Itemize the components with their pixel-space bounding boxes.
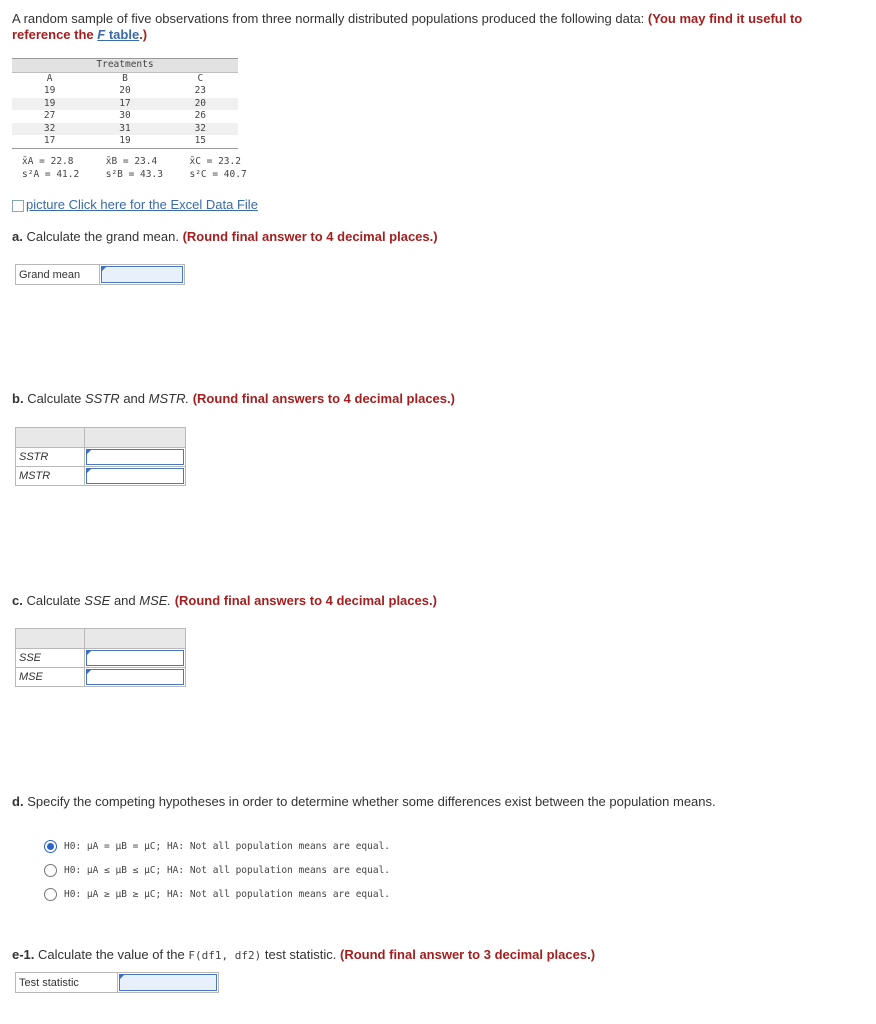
sstr-mstr-grid (15, 427, 186, 486)
hypothesis-option-3[interactable] (44, 884, 390, 904)
question-b: b. Calculate SSTR and MSTR. (Round final answers to 4 decimal places.) (12, 391, 455, 406)
mstr-label: MSTR (16, 467, 85, 486)
sse-label: SSE (16, 649, 85, 668)
mean-a: x̄A = 22.8 (22, 156, 74, 167)
sstr-input[interactable] (85, 448, 186, 467)
table-cell: 30 (119, 110, 131, 121)
table-cell: 26 (194, 110, 207, 121)
option-label: H0: μA ≥ μB ≥ μC; HA: Not all population means are equal. (64, 888, 391, 900)
table-cell: 17 (12, 135, 87, 148)
intro-text (12, 11, 842, 43)
grid-header-blank (85, 428, 186, 448)
table-cell: 32 (12, 123, 87, 136)
radio-icon[interactable] (44, 888, 57, 901)
test-statistic-grid (15, 972, 219, 993)
sse-mse-grid (15, 628, 186, 687)
radio-icon[interactable] (44, 864, 57, 877)
test-statistic-label: Test statistic (16, 973, 118, 993)
question-c: c. Calculate SSE and MSE. (Round final answers to 4 decimal places.) (12, 593, 437, 608)
column-header-c: C (163, 72, 238, 85)
option-label: H0: μA ≤ μB ≤ μC; HA: Not all population means are equal. (64, 864, 391, 876)
table-cell: 23 (194, 85, 207, 96)
broken-image-icon (12, 200, 24, 212)
sstr-label: SSTR (16, 448, 85, 467)
grand-mean-label: Grand mean (16, 265, 100, 285)
question-a: a. Calculate the grand mean. (Round final answer to 4 decimal places.) (12, 229, 438, 244)
variance-a: s²A = 41.2 (22, 169, 80, 180)
hypothesis-option-1[interactable] (44, 836, 390, 856)
mean-b: x̄B = 23.4 (105, 156, 158, 167)
excel-link-text: picture Click here for the Excel Data File (26, 197, 258, 212)
table-row (12, 85, 238, 98)
option-label: H0: μA = μB = μC; HA: Not all population means are equal. (64, 840, 391, 852)
question-d: d. Specify the competing hypotheses in order to determine whether some differences exist between the population means. (12, 794, 716, 809)
table-row (12, 110, 238, 123)
excel-data-link[interactable] (12, 197, 258, 212)
table-row (12, 135, 238, 148)
table-cell: 15 (163, 135, 238, 148)
test-statistic-input[interactable] (118, 973, 219, 993)
grand-mean-input[interactable] (100, 265, 185, 285)
treatments-header: Treatments (12, 59, 238, 73)
data-table (12, 58, 238, 149)
grand-mean-grid (15, 264, 185, 285)
variance-c: s²C = 40.7 (189, 169, 247, 180)
table-cell: 17 (87, 98, 162, 111)
variance-b: s²B = 43.3 (105, 169, 163, 180)
grid-header-blank (16, 629, 85, 649)
grid-header-blank (16, 428, 85, 448)
intro-note: (You may find it useful to reference the F table.) (12, 11, 803, 42)
table-row (12, 98, 238, 111)
f-table-link[interactable]: F table (97, 27, 140, 42)
grid-header-blank (85, 629, 186, 649)
mse-label: MSE (16, 668, 85, 687)
table-cell: 27 (43, 110, 56, 121)
table-cell: 19 (43, 85, 56, 96)
column-header-b: B (87, 72, 162, 85)
table-cell: 19 (12, 98, 87, 111)
table-cell: 31 (87, 123, 162, 136)
table-cell: 20 (163, 98, 238, 111)
mse-input[interactable] (85, 668, 186, 687)
sse-input[interactable] (85, 649, 186, 668)
hypothesis-option-2[interactable] (44, 860, 390, 880)
table-cell: 20 (119, 85, 131, 96)
question-e1: e-1. Calculate the value of the F(df1, df2) test statistic. (Round final answer to 3 decimal places.) (12, 947, 596, 962)
table-cell: 32 (163, 123, 238, 136)
table-cell: 19 (87, 135, 162, 148)
intro-sentence: A random sample of five observations from three normally distributed populations produced the following data: (12, 11, 645, 26)
table-row (12, 123, 238, 136)
summary-stats (22, 155, 252, 181)
column-header-a: A (12, 72, 87, 85)
radio-selected-icon[interactable] (44, 840, 57, 853)
mean-c: x̄C = 23.2 (189, 156, 241, 167)
mstr-input[interactable] (85, 467, 186, 486)
